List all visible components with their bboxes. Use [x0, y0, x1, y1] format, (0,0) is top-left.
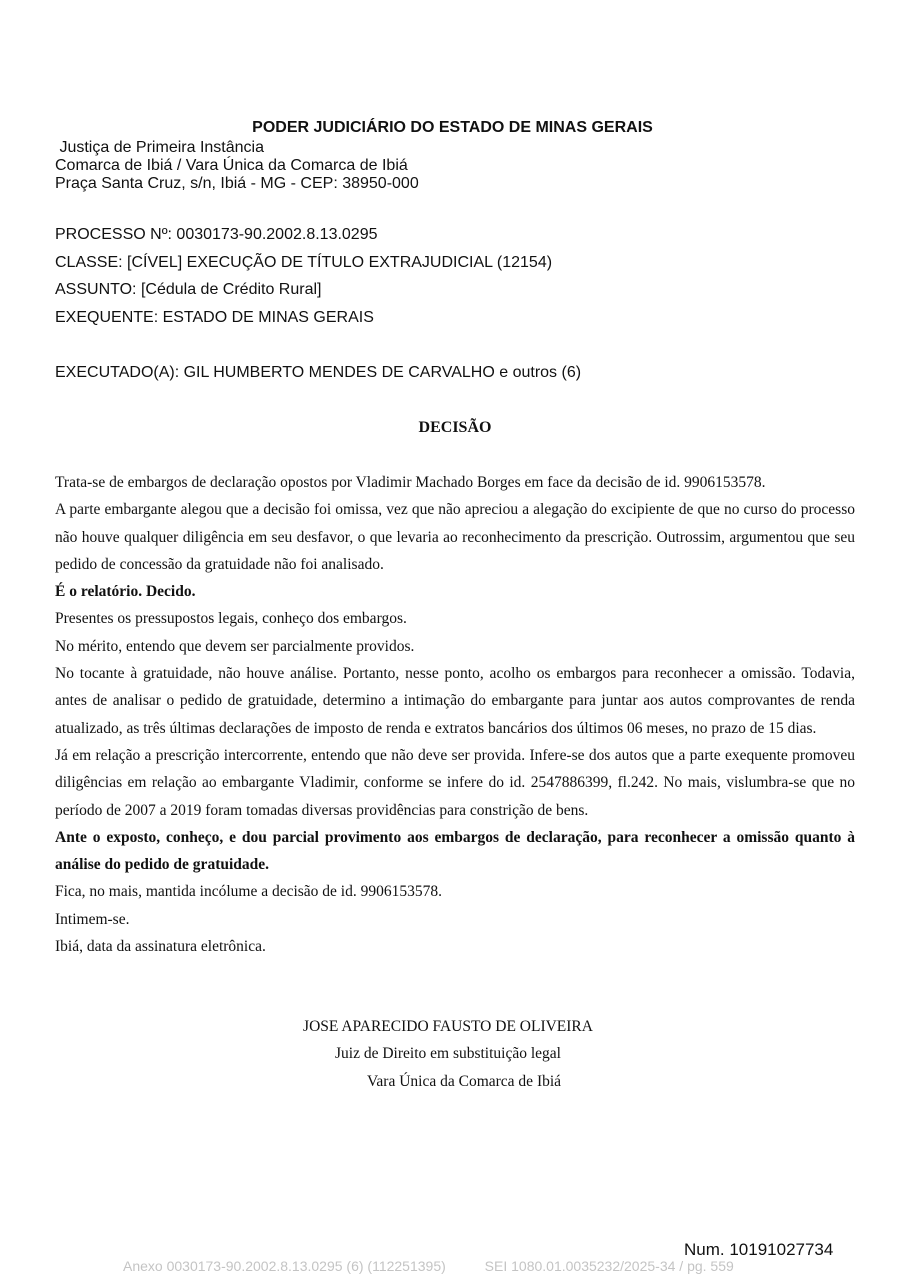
signature-role: Juiz de Direito em substituição legal	[335, 1045, 561, 1062]
court-address-line: Praça Santa Cruz, s/n, Ibiá - MG - CEP: 38950-000	[55, 175, 419, 192]
paragraph-maintained: Fica, no mais, mantida incólume a decisão de id. 9906153578.	[55, 883, 442, 901]
paragraph-ruling: Ante o exposto, conheço, e dou parcial provimento aos embargos de declaração, para reconhecer a omissão quanto à análise do pedido de gratuidade.	[55, 828, 855, 874]
process-class: CLASSE: [CÍVEL] EXECUÇÃO DE TÍTULO EXTRAJUDICIAL (12154)	[55, 254, 553, 271]
paragraph-admissibility: Presentes os pressupostos legais, conheço dos embargos.	[55, 610, 407, 628]
paragraph-date-place: Ibiá, data da assinatura eletrônica.	[55, 938, 266, 956]
signature-name: JOSE APARECIDO FAUSTO DE OLIVEIRA	[303, 1018, 593, 1035]
paragraph-intro: Trata-se de embargos de declaração opostos por Vladimir Machado Borges em face da decisão de id. 9906153578.	[55, 474, 766, 491]
paragraph-gratuity: No tocante à gratuidade, não houve análise. Portanto, nesse ponto, acolho os embargos para reconhecer a omissão. Todavia, antes de analisar o pedido de gratuidade, determino a intimação do embargante para juntar aos autos comprovantes de renda atualizado, as três últimas declarações de imposto de renda e extratos bancários dos últimos 06 meses, no prazo de 15 dias.	[55, 665, 855, 737]
process-number: PROCESSO Nº: 0030173-90.2002.8.13.0295	[55, 226, 378, 243]
process-exequente: EXEQUENTE: ESTADO DE MINAS GERAIS	[55, 309, 374, 326]
decision-title: DECISÃO	[418, 419, 492, 436]
paragraph-allegation: A parte embargante alegou que a decisão foi omissa, vez que não apreciou a alegação do excipiente de que no curso do processo não houve qualquer diligência em seu desfavor, o que levaria ao reconhecimento da prescrição. Outrossim, argumentou que seu pedido de concessão da gratuidade não foi analisado.	[55, 501, 855, 573]
process-subject: ASSUNTO: [Cédula de Crédito Rural]	[55, 281, 322, 298]
signature-court: Vara Única da Comarca de Ibiá	[366, 1073, 562, 1090]
decision-body	[55, 469, 855, 960]
document-number: Num. 10191027734	[684, 1240, 834, 1259]
paragraph-report: É o relatório. Decido.	[55, 583, 196, 601]
court-title: PODER JUDICIÁRIO DO ESTADO DE MINAS GERAIS	[252, 119, 653, 136]
process-executado: EXECUTADO(A): GIL HUMBERTO MENDES DE CARVALHO e outros (6)	[55, 364, 582, 381]
paragraph-intimation: Intimem-se.	[55, 910, 130, 928]
sei-watermark: Anexo 0030173-90.2002.8.13.0295 (6) (112251395) SEI 1080.01.0035232/2025-34 / pg. 559	[123, 1258, 734, 1274]
court-address-block	[55, 139, 419, 193]
court-comarca-line: Comarca de Ibiá / Vara Única da Comarca de Ibiá	[55, 157, 408, 174]
paragraph-merit: No mérito, entendo que devem ser parcialmente providos.	[55, 637, 415, 655]
court-instance-line: Justiça de Primeira Instância	[55, 139, 264, 156]
paragraph-prescription: Já em relação a prescrição intercorrente, entendo que não deve ser provida. Infere-se dos autos que a parte exequente promoveu diligências em relação ao embargante Vladimir, conforme se infere do id. 2547886399, fl.242. No mais, vislumbra-se que no período de 2007 a 2019 foram tomadas diversas providências para constrição de bens.	[55, 746, 855, 819]
